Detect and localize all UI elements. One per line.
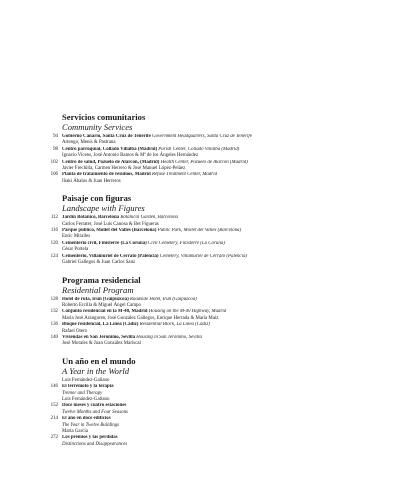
entry-translation: Housing on the M-40 Highway, Madrid bbox=[148, 309, 227, 315]
toc-entry bbox=[0, 335, 400, 348]
page-number: 152 bbox=[50, 403, 58, 409]
entry-translation: Distinctions and Disappearances bbox=[62, 441, 128, 447]
toc-entry bbox=[0, 241, 400, 254]
entry-title: Cementerio, Villamuriel de Cerrato (Palencia) bbox=[62, 253, 159, 259]
entry-author: Roberto Ercilla & Miguel Ángel Campo bbox=[62, 302, 141, 308]
toc-section bbox=[0, 356, 400, 448]
toc-section bbox=[0, 275, 400, 348]
section-title: Un año en el mundo bbox=[62, 355, 136, 366]
toc-entry bbox=[0, 322, 400, 335]
entry-author: José Morales & Juan González Mariscal bbox=[62, 341, 141, 347]
page-number: 272 bbox=[50, 435, 58, 441]
entry-title: Hotel de ruta, Irún (Guipúzcoa) bbox=[62, 296, 129, 302]
section-subtitle: Residential Program bbox=[62, 284, 134, 295]
toc-entry bbox=[0, 254, 400, 267]
toc-entry bbox=[0, 435, 400, 448]
page-number: 146 bbox=[50, 384, 58, 390]
entry-title: Viviendas en San Jerónimo, Sevilla bbox=[62, 334, 136, 340]
entry-translation: Civil Cemetery, Finisterre (La Coruña) bbox=[148, 240, 225, 246]
section-subtitle: Landscape with Figures bbox=[62, 203, 145, 214]
toc-entry bbox=[0, 172, 400, 185]
toc-section bbox=[0, 112, 400, 185]
page-number: 112 bbox=[50, 215, 58, 221]
entry-author: Luis Fernández-Galiano bbox=[62, 396, 110, 402]
entry-title: Gobierno Canario, Santa Cruz de Tenerife bbox=[62, 134, 151, 139]
toc-entry bbox=[0, 384, 400, 403]
toc-entry bbox=[0, 297, 400, 310]
page-number: 116 bbox=[50, 228, 58, 234]
entry-title: El terremoto y la terapia bbox=[62, 384, 114, 390]
entry-title: Parque público, Mollet del Vallès (Barcelona) bbox=[62, 228, 157, 234]
toc-entry bbox=[0, 134, 400, 147]
entry-translation: Residential Block, La Línea (Cádiz) bbox=[139, 322, 210, 328]
toc-entry bbox=[0, 403, 400, 416]
entry-translation: Parish Center, Collado Villalba (Madrid) bbox=[158, 146, 240, 152]
page-number: 94 bbox=[53, 134, 58, 139]
entry-author: Artengo, Menis & Pastrana bbox=[62, 140, 116, 146]
entry-title: Conjunto residencial en la M-40, Madrid bbox=[62, 309, 148, 315]
page-number: 98 bbox=[53, 146, 58, 152]
entry-translation: Public Park, Mollet del Vallès (Barcelona) bbox=[157, 228, 242, 234]
entry-author: Javier Frechilla, Carmen Herrero & José Manuel López-Peláez bbox=[62, 166, 186, 172]
entry-author: Marta García bbox=[62, 429, 88, 434]
entry-translation: Botanical Garden, Barcelona bbox=[120, 215, 178, 221]
entry-translation: Government Headquarters, Santa Cruz de Tenerife bbox=[152, 134, 252, 139]
entry-author: Rafael Otero bbox=[62, 328, 88, 334]
entry-author: Carlos Ferrater, José Luis Canosa & Bet Figueras bbox=[62, 221, 159, 227]
page-number: 124 bbox=[50, 253, 58, 259]
entry-title: El año en doce edificios bbox=[62, 416, 111, 422]
entry-translation: Housing in San Jerónimo, Sevilla bbox=[136, 334, 202, 340]
entry-title: Cementerio civil, Finisterre (La Coruña) bbox=[62, 240, 147, 246]
page-number: 128 bbox=[50, 296, 58, 302]
page-number: 214 bbox=[50, 416, 58, 422]
entry-title: Centro de salud, Pozuelo de Alarcón, (Madrid) bbox=[62, 159, 160, 165]
toc-section bbox=[0, 193, 400, 266]
entry-author: César Portela bbox=[62, 247, 89, 253]
toc-entry bbox=[0, 160, 400, 173]
entry-author: Ignacio Vicens, José Antonio Ramos & Mª de los Ángeles Hernández bbox=[62, 153, 199, 159]
entry-translation: Tremor and Therapy bbox=[62, 390, 103, 396]
page-number: 136 bbox=[50, 322, 58, 328]
entry-author: Enric Miralles bbox=[62, 234, 91, 240]
page-number: 140 bbox=[50, 334, 58, 340]
entry-title: Los premios y las pérdidas bbox=[62, 435, 118, 441]
page-number: 102 bbox=[50, 159, 58, 165]
entry-translation: Roadside Hotel, Irún (Guipúzcoa) bbox=[129, 296, 197, 302]
entry-title: Centro parroquial, Collado Villalba (Madrid) bbox=[62, 146, 158, 152]
entry-translation: The Year in Twelve Buildings bbox=[62, 422, 120, 428]
entry-title: Planta de tratamiento de residuos, Madrid bbox=[62, 172, 151, 178]
toc-entry bbox=[0, 215, 400, 228]
section-subtitle: Community Services bbox=[62, 122, 133, 132]
page-number: 120 bbox=[50, 240, 58, 246]
entry-title: Bloque residencial, La Línea (Cádiz) bbox=[62, 322, 139, 328]
toc-entry bbox=[0, 309, 400, 322]
toc-entry bbox=[0, 147, 400, 160]
page-number: 132 bbox=[50, 309, 58, 315]
page-number: 106 bbox=[50, 172, 58, 178]
entry-author: María José Aranguren, José González Gallegos, Enrique Herrada & María Maíz bbox=[62, 315, 219, 321]
entry-author: Iñaki Ábalos & Juan Herreros bbox=[62, 178, 121, 184]
entry-title: Jardín Botánico, Barcelona bbox=[62, 215, 120, 221]
entry-translation: Cemetery, Villamuriel de Cerrato (Palencia) bbox=[159, 253, 248, 259]
section-subtitle: A Year in the World bbox=[62, 365, 130, 376]
entry-translation: Twelve Months and Four Seasons bbox=[62, 409, 128, 415]
entry-translation: Refuse Treatment Center, Madrid bbox=[152, 172, 218, 178]
toc-entry bbox=[0, 228, 400, 241]
toc-entry bbox=[0, 416, 400, 435]
entry-title: Doce meses y cuatro estaciones bbox=[62, 403, 127, 409]
preface-author: Luis Fernández-Galiano bbox=[62, 377, 110, 383]
section-title: Paisaje con figuras bbox=[62, 193, 132, 204]
entry-translation: Health Center, Pozuelo de Alarcón (Madrid) bbox=[160, 159, 248, 165]
section-title: Servicios comunitarios bbox=[62, 112, 146, 122]
entry-author: Gabriel Gallegos & Juan Carlos Sanz bbox=[62, 260, 136, 266]
section-title: Programa residencial bbox=[62, 274, 141, 285]
table-of-contents bbox=[0, 112, 400, 456]
